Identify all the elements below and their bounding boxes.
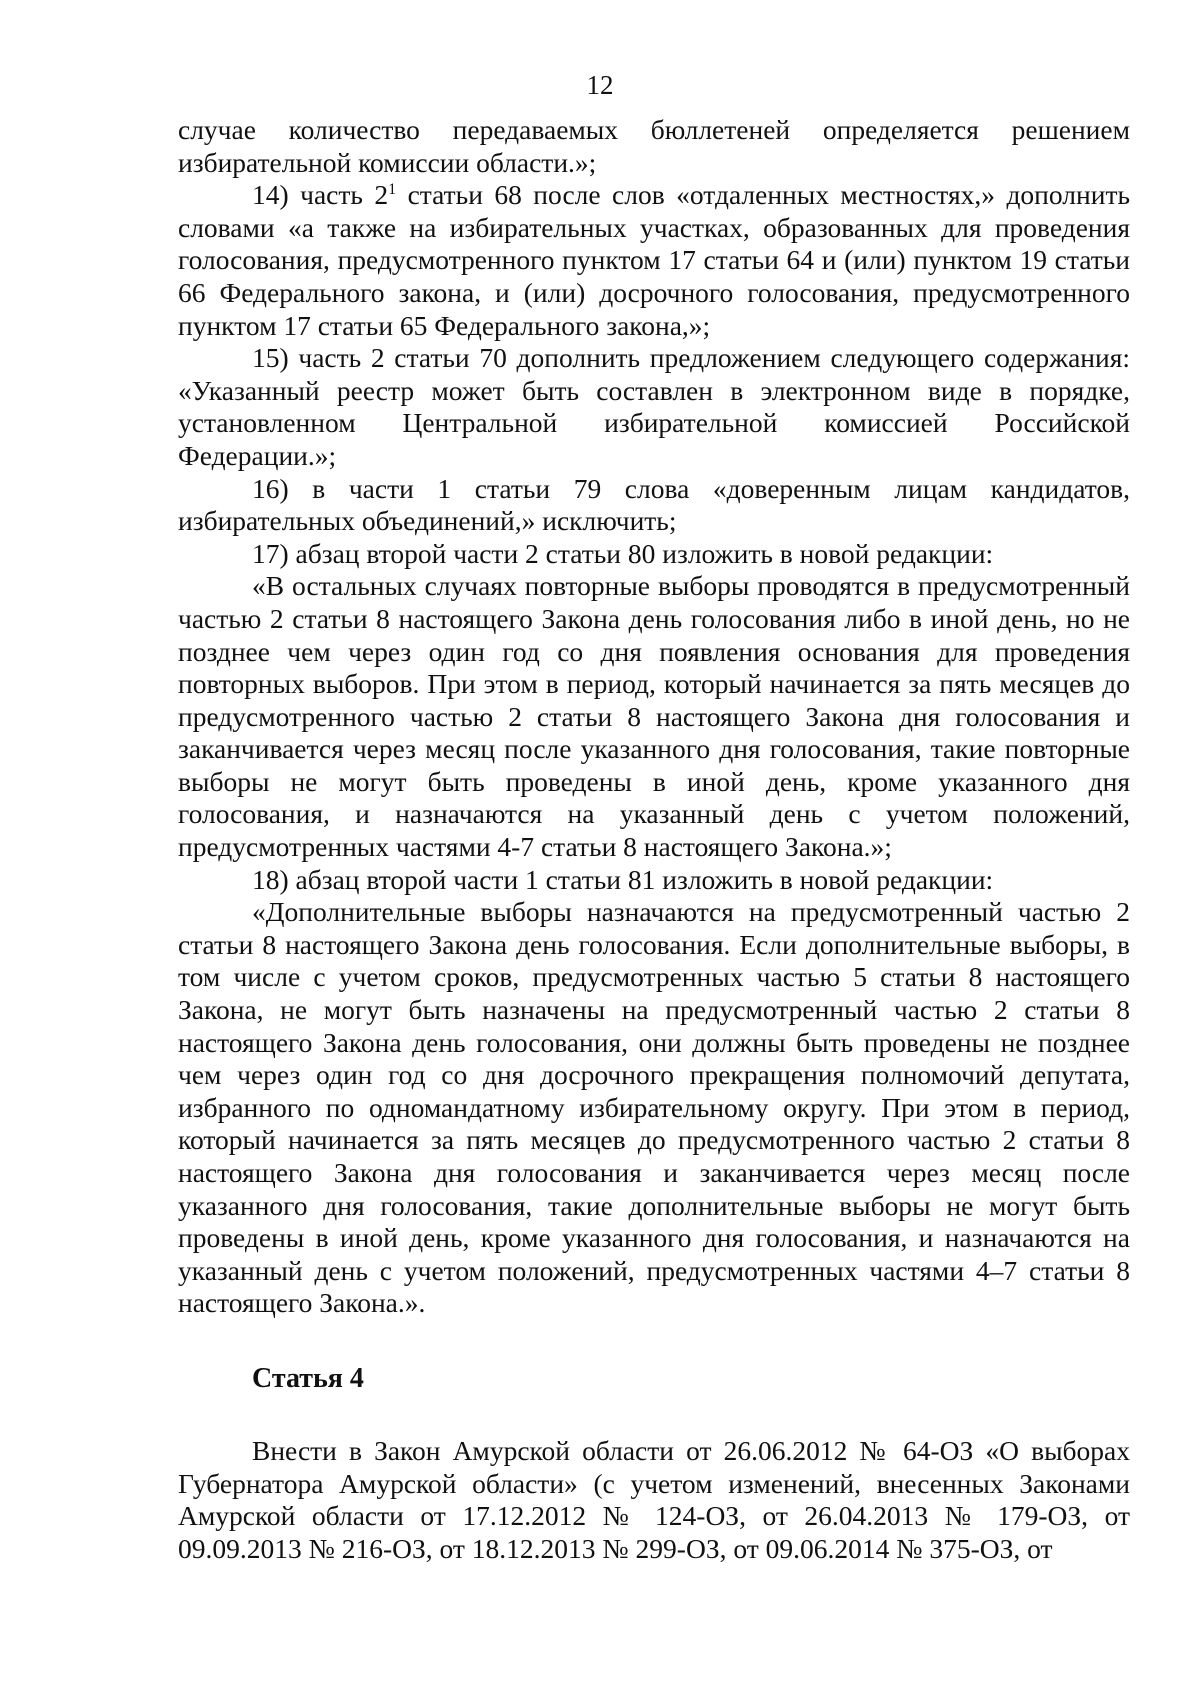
- paragraph-item-17-quote: «В остальных случаях повторные выборы проводятся в предусмотренный частью 2 статьи 8 настоящего Закона день голосования либо в иной день, но не позднее чем через один год со дня появления основания для проведения повторных выборов. При этом в период, который начинается за пять месяцев до предусмотренного частью 2 статьи 8 настоящего Закона дня голосования и заканчивается через месяц после указанного дня голосования, такие повторные выборы не могут быть проведены в иной день, кроме указанного дня голосования, и назначаются на указанный день с учетом положений, предусмотренных частями 4-7 статьи 8 настоящего Закона.»;: [178, 570, 1130, 863]
- paragraph-item-18: 18) абзац второй части 1 статьи 81 изложить в новой редакции:: [252, 863, 994, 895]
- spacer: [178, 1396, 1130, 1435]
- paragraph-item-14-pre: 14) часть 2: [252, 179, 389, 211]
- paragraph-item-18-quote: «Дополнительные выборы назначаются на предусмотренный частью 2 статьи 8 настоящего Закона день голосования. Если дополнительные выборы, в том числе с учетом сроков, предусмотренных частью 5 статьи 8 настоящего Закона, не могут быть назначены на предусмотренный частью 2 статьи 8 настоящего Закона день голосования, они должны быть проведены не позднее чем через один год со дня досрочного прекращения полномочий депутата, избранного по одномандатному избирательному округу. При этом в период, который начинается за пять месяцев до предусмотренного частью 2 статьи 8 настоящего Закона дня голосования и заканчивается через месяц после указанного дня голосования, такие дополнительные выборы не могут быть проведены в иной день, кроме указанного дня голосования, и назначаются на указанный день с учетом положений, предусмотренных частями 4–7 статьи 8 настоящего Закона.».: [178, 896, 1130, 1319]
- article-paragraph: Внести в Закон Амурской области от 26.06.2012 № 64-ОЗ «О выборах Губернатора Амурской области» (с учетом изменений, внесенных Законами Амурской области от 17.12.2012 № 124-ОЗ, от 26.04.2013 № 179-ОЗ, от 09.09.2013 № 216-ОЗ, от 18.12.2013 № 299-ОЗ, от 09.06.2014 № 375-ОЗ, от: [178, 1434, 1130, 1564]
- paragraph-item-16: 16) в части 1 статьи 79 слова «доверенным лицам кандидатов, избирательных объединений,» исключить;: [178, 472, 1130, 537]
- superscript-one: 1: [388, 181, 397, 199]
- paragraph-item-14-post: статьи 68 после слов «отдаленных местностях,» дополнить словами «а также на избирательных участках, образованных для проведения голосования, предусмотренного пунктом 17 статьи 64 и (или) пунктом 19 статьи 66 Федерального закона, и (или) досрочного голосования, предусмотренного пунктом 17 статьи 65 Федерального закона,»;: [178, 179, 1131, 341]
- paragraph-item-15: 15) часть 2 статьи 70 дополнить предложением следующего содержания: «Указанный реестр может быть составлен в электронном виде в порядке, установленном Центральной избирательной комиссией Российской Федерации.»;: [178, 342, 1130, 471]
- paragraph-continuation: случае количество передаваемых бюллетеней определяется решением избирательной комиссии области.»;: [178, 114, 1130, 178]
- page-number: 12: [586, 70, 614, 100]
- paragraph-item-14: [178, 179, 1130, 342]
- paragraph-item-17: 17) абзац второй части 2 статьи 80 изложить в новой редакции:: [252, 537, 994, 569]
- document-body: [178, 114, 1130, 1565]
- article-heading: Статья 4: [252, 1362, 364, 1394]
